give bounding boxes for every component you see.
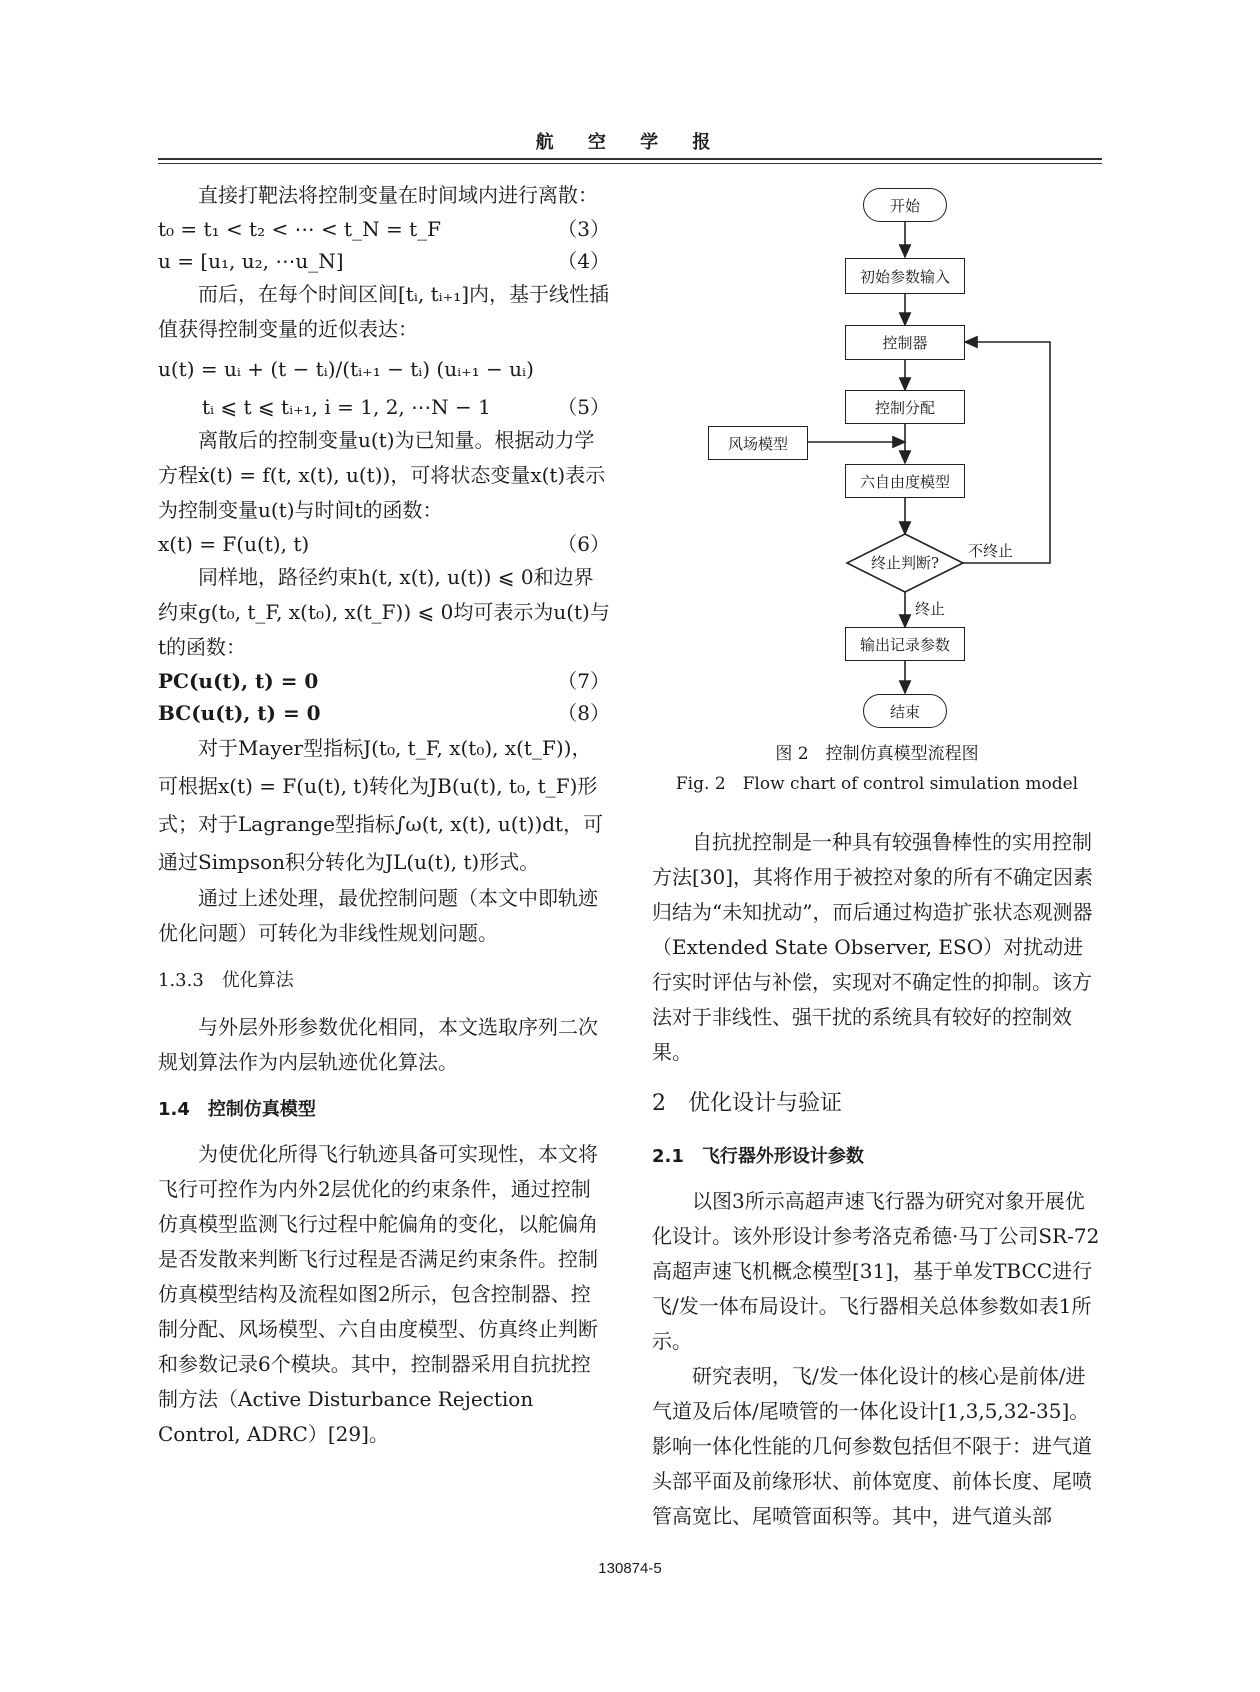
equation-expr: PC(u(t), t) = 0	[158, 669, 319, 693]
paragraph: 而后，在每个时间区间[tᵢ, tᵢ₊₁]内，基于线性插值获得控制变量的近似表达：	[158, 282, 610, 341]
flow-output: 输出记录参数	[845, 627, 965, 661]
header-rule	[158, 158, 1102, 160]
flowchart	[700, 180, 1060, 740]
equation-number: （5）	[557, 395, 610, 419]
flow-start: 开始	[863, 188, 947, 222]
equation-5b	[158, 391, 610, 423]
flow-input: 初始参数输入	[845, 258, 965, 294]
flow-stop-label: 终止	[915, 600, 946, 618]
header-rule-thin	[158, 163, 1102, 164]
paragraph: 直接打靶法将控制变量在时间域内进行离散：	[198, 183, 598, 207]
section-heading-2-1: 2.1 飞行器外形设计参数	[652, 1146, 864, 1167]
flow-six-dof: 六自由度模型	[845, 464, 965, 498]
flow-controller: 控制器	[845, 325, 965, 360]
equation-number: （6）	[557, 532, 610, 556]
flow-control-allocation: 控制分配	[845, 390, 965, 424]
equation-expr: u = [u₁, u₂, ⋯u_N]	[158, 249, 344, 273]
equation-number: （3）	[557, 217, 610, 241]
section-heading-1-4: 1.4 控制仿真模型	[158, 1099, 316, 1120]
paragraph: 为使优化所得飞行轨迹具备可实现性，本文将飞行可控作为内外2层优化的约束条件，通过控制仿真模型监测飞行过程中舵偏角的变化，以舵偏角是否发散来判断飞行过程是否满足约束条件。控制仿真模型结构及流程如图2所示，包含控制器、控制分配、风场模型、六自由度模型、仿真终止判断和参数记录6个模块。其中，控制器采用自抗扰控制方法（Active Disturbance Rejection Control, ADRC）[29]。	[158, 1142, 598, 1446]
page-number: 130874-5	[598, 1560, 662, 1577]
flow-judge-label: 终止判断?	[870, 554, 940, 572]
equation-expr: u(t) = uᵢ + (t − tᵢ)/(tᵢ₊₁ − tᵢ) (uᵢ₊₁ − uᵢ)	[158, 357, 534, 381]
paragraph: 对于Mayer型指标J(t₀, t_F, x(t₀), x(t_F))，可根据x(t) = F(u(t), t)转化为JB(u(t), t₀, t_F)形式；对于Lagrange型指标∫ω(t, x(t), u(t))dt，可通过Simpson积分转化为JL(u(t), t)形式。	[158, 736, 604, 874]
paragraph: 研究表明，飞/发一体化设计的核心是前体/进气道及后体/尾喷管的一体化设计[1,3,5,32-35]。影响一体化性能的几何参数包括但不限于：进气道头部平面及前缘形状、前体宽度、前体长度、尾喷管高宽比、尾喷管面积等。其中，进气道头部	[652, 1364, 1092, 1528]
equation-5a	[158, 347, 610, 391]
section-heading-1-3-3: 1.3.3 优化算法	[158, 970, 294, 991]
journal-header: 航 空 学 报	[535, 132, 725, 153]
paragraph: 通过上述处理，最优控制问题（本文中即轨迹优化问题）可转化为非线性规划问题。	[158, 886, 598, 945]
equation-number: （7）	[557, 669, 610, 693]
equation-expr: x(t) = F(u(t), t)	[158, 532, 310, 556]
right-column	[652, 825, 1102, 1534]
flow-no-stop-label: 不终止	[968, 542, 1014, 560]
left-column	[158, 178, 610, 1452]
flow-wind-model: 风场模型	[708, 426, 808, 460]
arrow-judge-controller-loop	[963, 342, 1050, 563]
equation-4	[158, 245, 610, 277]
equation-7	[158, 665, 610, 697]
paragraph: 与外层外形参数优化相同，本文选取序列二次规划算法作为内层轨迹优化算法。	[158, 1015, 598, 1074]
section-heading-2: 2 优化设计与验证	[652, 1091, 842, 1116]
paragraph: 同样地，路径约束h(t, x(t), u(t)) ⩽ 0和边界约束g(t₀, t_F, x(t₀), x(t_F)) ⩽ 0均可表示为u(t)与t的函数：	[158, 565, 610, 659]
equation-expr: BC(u(t), t) = 0	[158, 701, 321, 725]
equation-8	[158, 697, 610, 729]
paragraph: 自抗扰控制是一种具有较强鲁棒性的实用控制方法[30]，其将作用于被控对象的所有不确定因素归结为“未知扰动”，而后通过构造扩张状态观测器（Extended State Observer, ESO）对扰动进行实时评估与补偿，实现对不确定性的抑制。该方法对于非线性、强干扰的系统具有较好的控制效果。	[652, 830, 1094, 1064]
equation-3	[158, 213, 610, 245]
paragraph: 以图3所示高超声速飞行器为研究对象开展优化设计。该外形设计参考洛克希德·马丁公司SR-72高超声速飞机概念模型[31]，基于单发TBCC进行飞/发一体布局设计。飞行器相关总体参数如表1所示。	[652, 1189, 1100, 1353]
flow-end: 结束	[863, 694, 947, 728]
figure-caption-cn: 图 2 控制仿真模型流程图	[775, 744, 979, 764]
equation-number: （8）	[557, 701, 610, 725]
equation-expr: t₀ = t₁ < t₂ < ⋯ < t_N = t_F	[158, 217, 441, 241]
equation-number: （4）	[557, 249, 610, 273]
paragraph: 离散后的控制变量u(t)为已知量。根据动力学方程ẋ(t) = f(t, x(t), u(t))，可将状态变量x(t)表示为控制变量u(t)与时间t的函数：	[158, 428, 606, 522]
equation-6	[158, 528, 610, 560]
equation-expr: tᵢ ⩽ t ⩽ tᵢ₊₁, i = 1, 2, ⋯N − 1	[202, 395, 491, 419]
figure-caption-en: Fig. 2 Flow chart of control simulation model	[675, 774, 1079, 794]
